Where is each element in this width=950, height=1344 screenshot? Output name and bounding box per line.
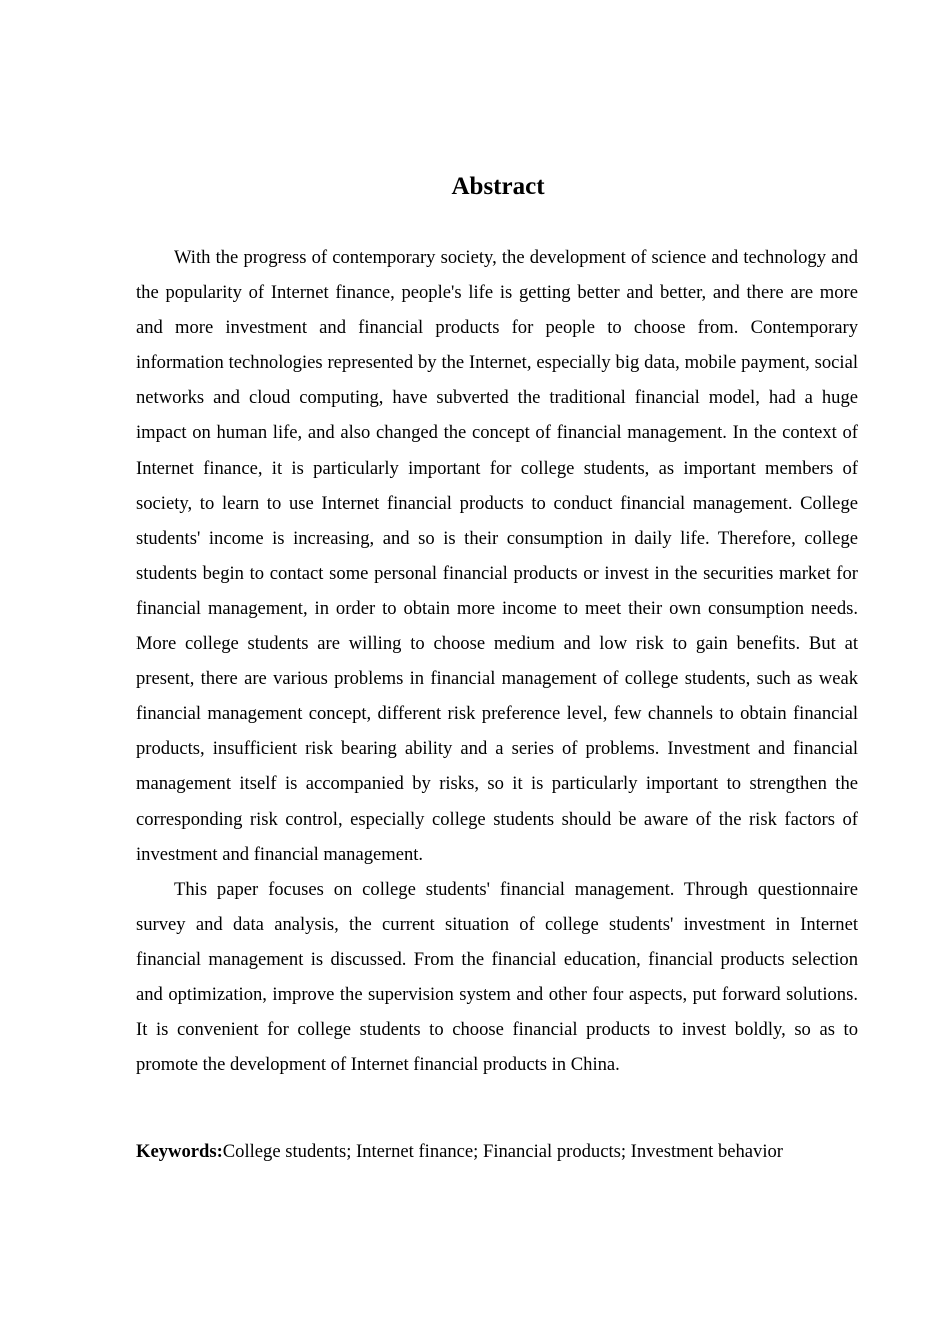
- abstract-body: [136, 240, 858, 1082]
- keywords-label: Keywords:: [136, 1141, 223, 1162]
- keywords-line: [136, 1134, 896, 1169]
- abstract-title: Abstract: [451, 173, 545, 200]
- abstract-paragraph-2: This paper focuses on college students' financial management. Through questionnaire survey and data analysis, the current situation of college students' investment in Internet financial management is discussed. From the financial education, financial products selection and optimization, improve the supervision system and other four aspects, put forward solutions. It is convenient for college students to choose financial products to invest boldly, so as to promote the development of Internet financial products in China.: [136, 878, 858, 1076]
- keywords-text: College students; Internet finance; Financial products; Investment behavior: [222, 1141, 784, 1162]
- abstract-paragraph-1: With the progress of contemporary society, the development of science and technology and the popularity of Internet finance, people's life is getting better and better, and there are more and more investment and financial products for people to choose from. Contemporary information technologies represented by the Internet, especially big data, mobile payment, social networks and cloud computing, have subverted the traditional financial model, had a huge impact on human life, and also changed the concept of financial management. In the context of Internet finance, it is particularly important for college students, as important members of society, to learn to use Internet financial products to conduct financial management. College students' income is increasing, and so is their consumption in daily life. Therefore, college students begin to contact some personal financial products or invest in the securities market for financial management, in order to obtain more income to meet their own consumption needs. More college students are willing to choose medium and low risk to gain benefits. But at present, there are various problems in financial management of college students, such as weak financial management concept, different risk preference level, few channels to obtain financial products, insufficient risk bearing ability and a series of problems. Investment and financial management itself is accompanied by risks, so it is particularly important to strengthen the corresponding risk control, especially college students should be aware of the risk factors of investment and financial management.: [136, 247, 858, 865]
